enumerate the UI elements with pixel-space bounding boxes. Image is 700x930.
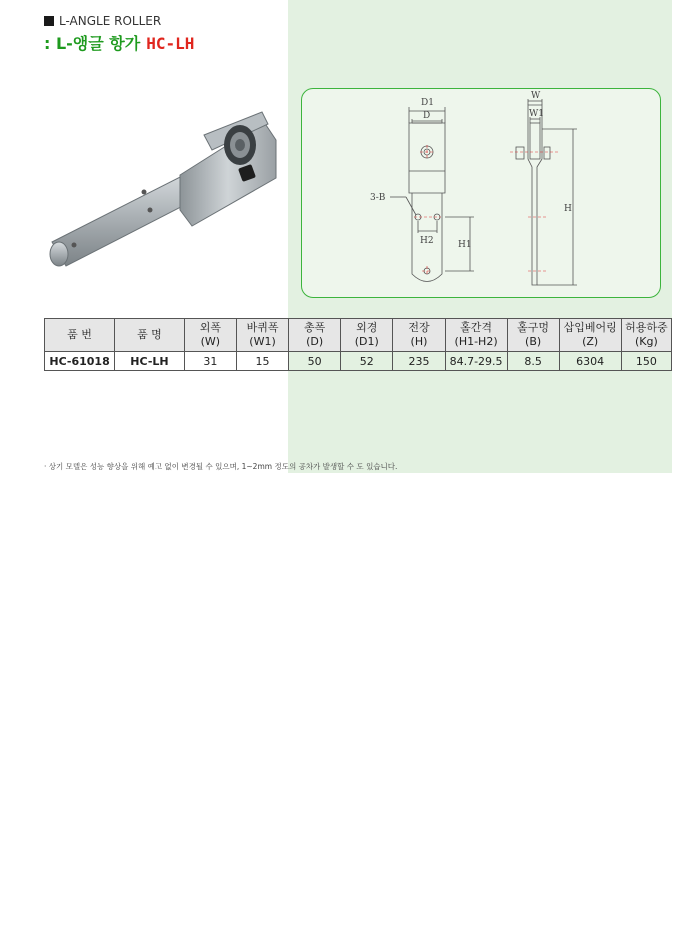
cell-total-width: 50 (289, 352, 341, 371)
col-length: 전장 (H) (393, 319, 445, 352)
label-d: D (423, 111, 431, 121)
drawing-svg (302, 89, 660, 297)
technical-drawing (301, 88, 661, 298)
cell-part-number: HC-61018 (45, 352, 115, 371)
cell-product-name: HC-LH (115, 352, 185, 371)
table-row (45, 352, 672, 371)
subtitle: L-ANGLE ROLLER (59, 14, 162, 28)
col-part-number: 품 번 (45, 319, 115, 352)
col-total-width: 총폭 (D) (289, 319, 341, 352)
cell-outer-diameter: 52 (341, 352, 393, 371)
col-outer-diameter: 외경 (D1) (341, 319, 393, 352)
label-w1: W1 (529, 109, 544, 119)
cell-width: 31 (184, 352, 236, 371)
cell-bearing: 6304 (559, 352, 621, 371)
col-load: 허용하중 (Kg) (621, 319, 671, 352)
spec-table (44, 318, 672, 371)
label-h2: H2 (420, 236, 434, 246)
label-h: H (564, 204, 572, 214)
label-w: W (531, 91, 541, 101)
disclaimer-note: · 상기 모델은 성능 향상을 위해 예고 없이 변경될 수 있으며, 1~2mm 정도의 공차가 발생할 수 도 있습니다. (44, 462, 398, 471)
cell-hole-spacing: 84.7-29.5 (445, 352, 507, 371)
col-bearing: 삽입베어링 (Z) (559, 319, 621, 352)
col-hole-spacing: 홀간격 (H1-H2) (445, 319, 507, 352)
label-h1: H1 (458, 240, 472, 250)
cell-length: 235 (393, 352, 445, 371)
label-3b: 3-B (370, 193, 386, 203)
col-wheel-width: 바퀴폭 (W1) (236, 319, 288, 352)
label-d1: D1 (421, 98, 434, 108)
title-korean: : L-앵글 항가 (44, 34, 141, 53)
spec-header-row (45, 319, 672, 352)
col-hole-size: 홀구멍 (B) (507, 319, 559, 352)
col-product-name: 품 명 (115, 319, 185, 352)
cell-hole-size: 8.5 (507, 352, 559, 371)
cell-wheel-width: 15 (236, 352, 288, 371)
product-photo (44, 20, 284, 310)
title-model: HC-LH (146, 34, 195, 53)
col-width: 외폭 (W) (184, 319, 236, 352)
cell-load: 150 (621, 352, 671, 371)
